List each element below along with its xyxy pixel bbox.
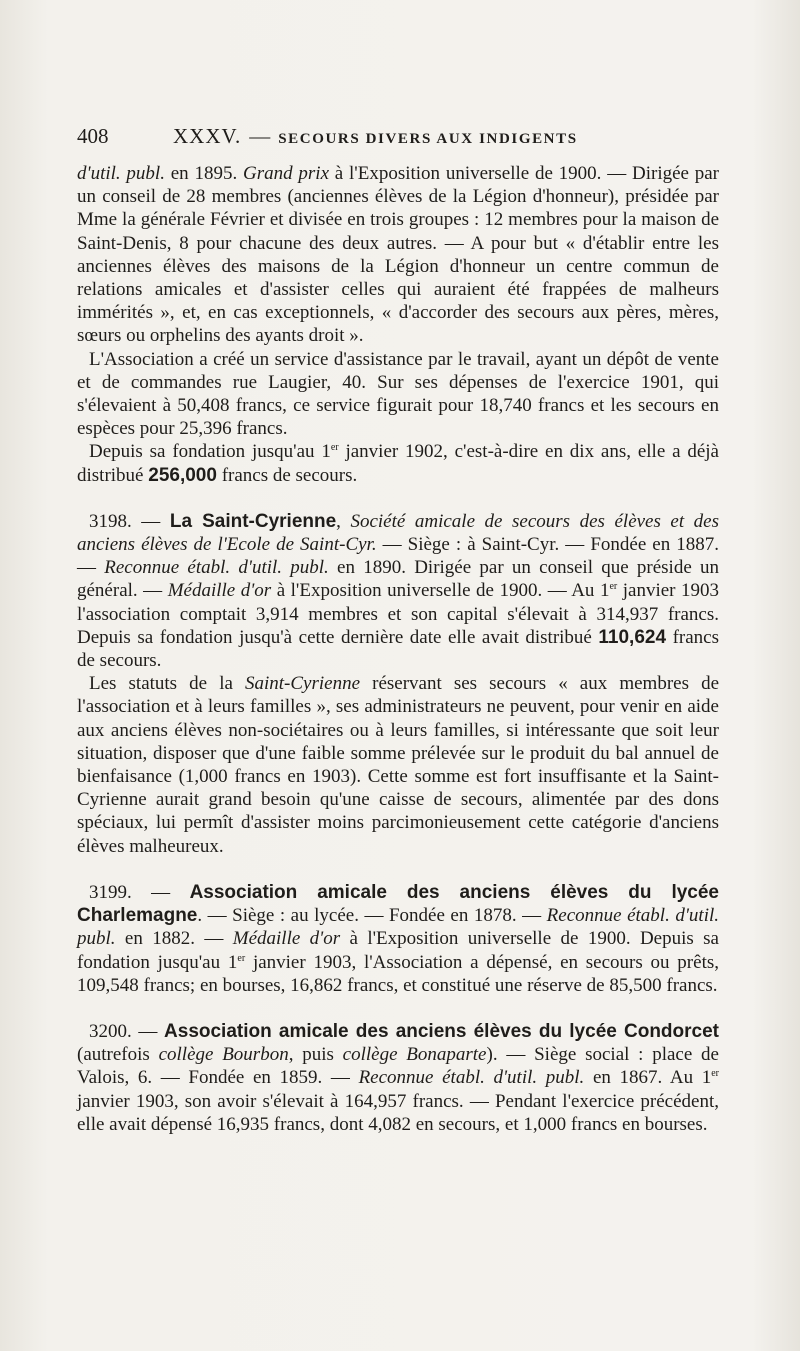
text-run: janvier 1903, l'Association a dépensé, en secours ou prêts, 109,548 francs; en bourses, 16,862 francs, et constitué une réserve de 85,500 francs. <box>77 951 719 996</box>
entry-3198 <box>77 510 719 672</box>
text-run: janvier 1903, son avoir s'élevait à 164,957 francs. — Pendant l'exercice précédent, elle avait dépensé 16,935 francs, dont 4,082 en secours, et 1,000 francs en bourses. <box>77 1090 719 1135</box>
amount-highlight: 110,624 <box>598 626 667 648</box>
running-header <box>77 124 719 148</box>
text-run: réservant ses secours « aux membres de l'association et à leurs familles », ses administrateurs ne peuvent, pour venir en aide aux anciens élèves non-sociétaires ou à leurs familles, si intéressante que soit leur situation, disposer que d'une faible somme prélevée sur le produit du bal annuel de bienfaisance (1,000 francs en 1903). Cette somme est fort insuffisante et la Saint-Cyrienne aurait grand besoin qu'une caisse de secours, alimentée par des dons spéciaux, lui permît d'assister moins parcimonieusement cette catégorie d'anciens élèves malheureux. <box>77 673 719 857</box>
text-run: — Siège : à Saint-Cyr. — Fondée en 1887. — <box>77 534 719 579</box>
body-text <box>77 162 719 1136</box>
text-run: francs de secours. <box>77 626 719 672</box>
italic-text: Reconnue établ. d'util. publ. <box>358 1067 585 1089</box>
text-run: ). — Siège social : place de Valois, 6. — Fondée en 1859. — <box>77 1044 719 1089</box>
chapter-title: SECOURS DIVERS AUX INDIGENTS <box>278 131 578 147</box>
entry-3199 <box>77 881 719 997</box>
paragraph <box>77 440 719 486</box>
continuation-paragraph <box>77 162 719 348</box>
paragraph: L'Association a créé un service d'assistance par le travail, ayant un dépôt de vente et de commandes rue Laugier, 40. Sur ses dépenses de l'exercice 1901, qui s'élevaient à 50,408 francs, ce service figurait pour 18,740 francs et les secours en espèces pour 25,396 francs. <box>77 348 719 440</box>
text-run: janvier 1902, c'est-à-dire en dix ans, elle a déjà distribué <box>77 441 719 486</box>
italic-text: Reconnue établ. d'util. publ. <box>104 557 329 579</box>
entry-number: 3200. — <box>89 1020 165 1042</box>
superscript: er <box>711 1068 719 1080</box>
italic-text: collège Bourbon <box>158 1044 289 1066</box>
italic-text: Saint-Cyrienne <box>245 673 361 695</box>
text-run: en 1895. <box>164 163 243 184</box>
text-run: Les statuts de la <box>89 673 245 695</box>
text-run: janvier 1903 l'association comptait 3,914 membres et son capital s'élevait à 314,937 francs. Depuis sa fondation jusqu'à cette dernière date elle avait distribué <box>77 580 720 648</box>
superscript: er <box>330 442 339 454</box>
entry-number: 3199. — <box>89 881 190 903</box>
text-run: à l'Exposition universelle de 1900. — Au 1 <box>271 580 610 602</box>
text-run: en 1890. Dirigée par un conseil que préside un général. — <box>77 557 719 602</box>
text-run: à l'Exposition universelle de 1900. — Dirigée par un conseil de 28 membres (anciennes élèves de la Légion d'honneur), présidée par Mme la générale Février et divisée en trois groupes : 12 membres pour la maison de Saint-Denis, 8 pour chacune des deux autres. — A pour but « d'établir entre les anciennes élèves des maisons de la Légion d'honneur un centre commun de relations amicales et d'assister celles qui auraient été frappées de malheurs immérités », et, en cas exceptionnels, « d'accorder des secours aux pères, mères, sœurs ou orphelins des ayants droit ». <box>77 163 720 347</box>
italic-text: Société amicale de secours des élèves et des anciens élèves de l'Ecole de Saint-Cyr. <box>77 510 720 556</box>
spacer <box>77 858 719 881</box>
superscript: er <box>609 581 618 593</box>
superscript: er <box>237 952 246 964</box>
paragraph <box>77 672 719 858</box>
text-run: en 1882. — <box>115 928 233 950</box>
text-run: (autrefois <box>77 1044 159 1066</box>
entry-number: 3198. — <box>89 510 170 532</box>
amount-highlight: 256,000 <box>148 464 217 486</box>
text-run: , puis <box>288 1044 343 1066</box>
italic-text: Médaille d'or <box>232 928 341 950</box>
entry-title: Association amicale des anciens élèves du lycée Condorcet <box>164 1020 719 1042</box>
page-number: 408 <box>77 124 109 148</box>
italic-text: Grand prix <box>243 163 330 184</box>
text-run: à l'Exposition universelle de 1900. Depuis sa fondation jusqu'au 1 <box>77 928 719 973</box>
italic-text: collège Bonaparte <box>342 1044 487 1066</box>
italic-text: Reconnue établ. d'util. publ. <box>77 905 719 950</box>
entry-title: Association amicale des anciens élèves du lycée Charlemagne <box>77 881 720 927</box>
entry-title: La Saint-Cyrienne <box>169 510 337 532</box>
italic-text: d'util. publ. <box>77 163 165 184</box>
header-dash: — <box>249 124 271 148</box>
chapter-number: XXXV. <box>173 124 242 148</box>
italic-text: Médaille d'or <box>167 580 272 602</box>
text-run: francs de secours. <box>216 464 358 486</box>
spacer <box>77 487 719 510</box>
text-run: Depuis sa fondation jusqu'au 1 <box>89 441 331 463</box>
spacer <box>77 997 719 1020</box>
text-run: en 1867. Au 1 <box>584 1067 712 1089</box>
text-run: , <box>336 510 351 532</box>
text-run: . — Siège : au lycée. — Fondée en 1878. — <box>197 905 547 927</box>
entry-3200 <box>77 1020 719 1136</box>
